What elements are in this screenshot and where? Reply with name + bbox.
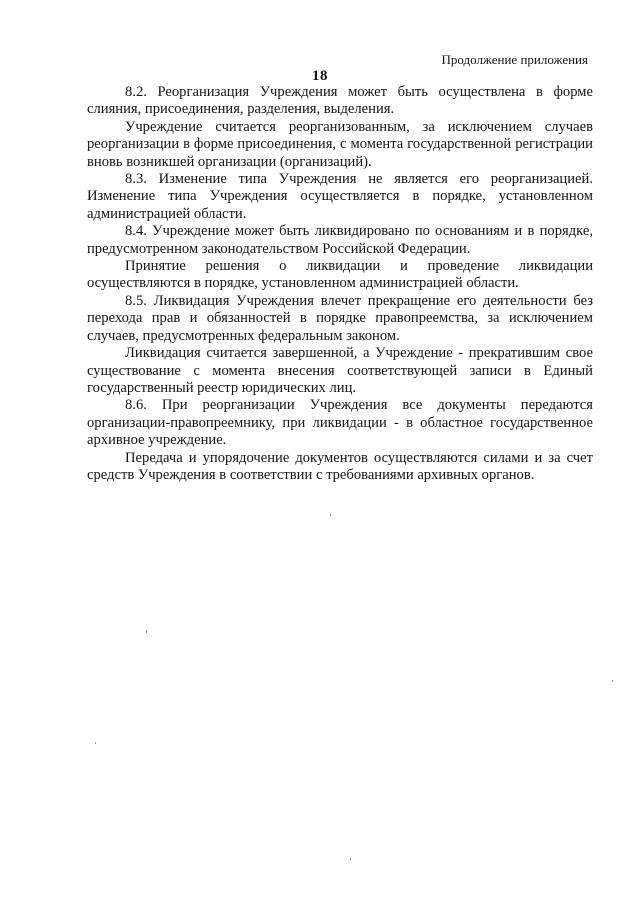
scan-speck bbox=[350, 858, 351, 860]
paragraph-liquidation-completion: Ликвидация считается завершенной, а Учреждение - прекратившим свое существование с момента внесения соответствующей записи в Единый государственный реестр юридических лиц. bbox=[87, 345, 593, 396]
paragraph-8-4: 8.4. Учреждение может быть ликвидировано по основаниям и в порядке, предусмотренном законодательством Российской Федерации. bbox=[87, 223, 593, 257]
page-number: 18 bbox=[312, 68, 328, 84]
paragraph-8-2: 8.2. Реорганизация Учреждения может быть осуществлена в форме слияния, присоединения, разделения, выделения. bbox=[87, 84, 593, 118]
scan-speck bbox=[330, 514, 331, 516]
scan-speck bbox=[146, 630, 147, 633]
paragraph-8-5: 8.5. Ликвидация Учреждения влечет прекращение его деятельности без перехода прав и обязанностей в порядке правопреемства, за исключением случаев, предусмотренных федеральным законом. bbox=[87, 292, 593, 344]
paragraph-documents-transfer: Передача и упорядочение документов осуществляются силами и за счет средств Учреждения в соответствии с требованиями архивных органов. bbox=[87, 449, 593, 483]
continuation-note: Продолжение приложения bbox=[441, 52, 588, 67]
scan-speck bbox=[95, 742, 96, 744]
paragraph-reorganization-completion: Учреждение считается реорганизованным, за исключением случаев реорганизации в форме присоединения, с момента государственной регистрации вновь возникшей организации (организаций). bbox=[87, 118, 593, 170]
scan-speck bbox=[612, 680, 613, 682]
paragraph-8-6: 8.6. При реорганизации Учреждения все документы передаются организации-правопреемнику, при ликвидации - в областное государственное архивное учреждение. bbox=[87, 397, 593, 449]
paragraph-liquidation-decision: Принятие решения о ликвидации и проведение ликвидации осуществляются в порядке, установленном администрацией области. bbox=[87, 258, 593, 292]
document-body bbox=[87, 84, 593, 484]
paragraph-8-3: 8.3. Изменение типа Учреждения не является его реорганизацией. Изменение типа Учреждения осуществляется в порядке, установленном администрацией области. bbox=[87, 171, 593, 222]
